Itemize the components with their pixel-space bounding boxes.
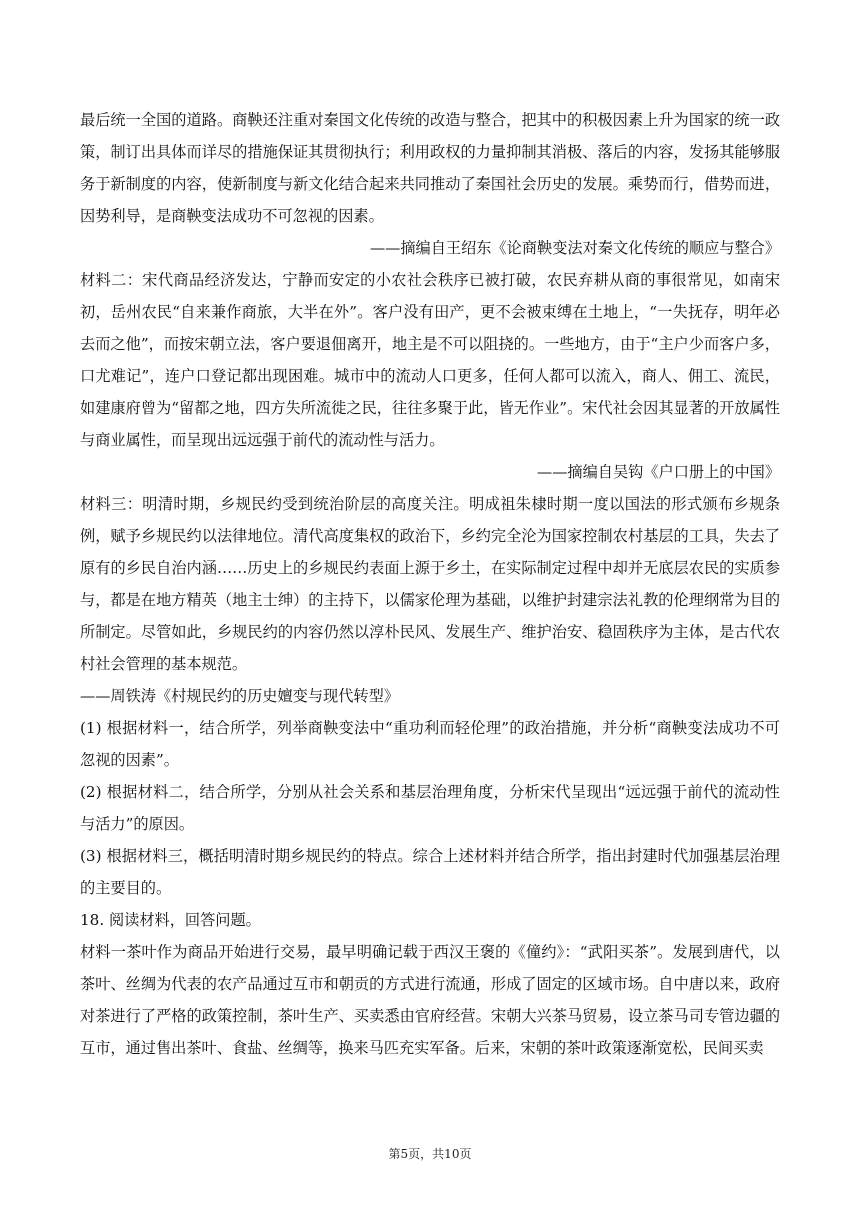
page-content — [80, 104, 780, 1064]
question-2: (2) 根据材料二，结合所学，分别从社会关系和基层治理角度，分析宋代呈现出“远远强于前代的流动性与活力”的原因。 — [80, 783, 780, 833]
question-1: (1) 根据材料一，结合所学，列举商鞅变法中“重功利而轻伦理”的政治措施，并分析“商鞅变法成功不可忽视的因素”。 — [80, 719, 780, 769]
question-3: (3) 根据材料三，概括明清时期乡规民约的特点。综合上述材料并结合所学，指出封建时代加强基层治理的主要目的。 — [80, 847, 780, 897]
material1-source: ——摘编自王绍东《论商鞅变法对秦文化传统的顺应与整合》 — [369, 239, 780, 257]
page-number-footer: 第5页，共10页 — [388, 1147, 472, 1161]
material3-source: ——周铁涛《村规民约的历史嬗变与现代转型》 — [80, 687, 399, 705]
material1-continuation: 最后统一全国的道路。商鞅还注重对秦国文化传统的改造与整合，把其中的积极因素上升为国家的统一政策，制订出具体而详尽的措施保证其贯彻执行；利用政权的力量抑制其消极、落后的内容，发扬其能够服务于新制度的内容，使新制度与新文化结合起来共同推动了秦国社会历史的发展。乘势而行，借势而进，因势利导，是商鞅变法成功不可忽视的因素。 — [80, 111, 780, 225]
material3: 材料三：明清时期，乡规民约受到统治阶层的高度关注。明成祖朱棣时期一度以国法的形式颁布乡规条例，赋予乡规民约以法律地位。清代高度集权的政治下，乡约完全沦为国家控制农村基层的工具，失去了原有的乡民自治内涵……历史上的乡规民约表面上源于乡土，在实际制定过程中却并无底层农民的实质参与，都是在地方精英（地主士绅）的主持下，以儒家伦理为基础，以维护封建宗法礼教的伦理纲常为目的所制定。尽管如此，乡规民约的内容仍然以淳朴民风、发展生产、维护治安、稳固秩序为主体，是古代农村社会管理的基本规范。 — [80, 495, 780, 673]
question-18-material1: 材料一茶叶作为商品开始进行交易，最早明确记载于西汉王褒的《僮约》：“武阳买茶”。发展到唐代，以茶叶、丝绸为代表的农产品通过互市和朝贡的方式进行流通，形成了固定的区域市场。自中唐以来，政府对茶进行了严格的政策控制，茶叶生产、买卖悉由官府经营。宋朝大兴茶马贸易，设立茶马司专管边疆的互市，通过售出茶叶、食盐、丝绸等，换来马匹充实军备。后来，宋朝的茶叶政策逐渐宽松，民间买卖 — [80, 943, 780, 1057]
material2-source: ——摘编自吴钩《户口册上的中国》 — [537, 463, 780, 481]
material2: 材料二：宋代商品经济发达，宁静而安定的小农社会秩序已被打破，农民弃耕从商的事很常见，如南宋初，岳州农民“自来兼作商旅，大半在外”。客户没有田产，更不会被束缚在土地上，“一失抚存，明年必去而之他”，而按宋朝立法，客户要退佃离开，地主是不可以阻挠的。一些地方，由于“主户少而客户多，口尤难记”，连户口登记都出现困难。城市中的流动人口更多，任何人都可以流入，商人、佣工、流民，如建康府曾为“留都之地，四方失所流徙之民，往往多聚于此，皆无作业”。宋代社会因其显著的开放属性与商业属性，而呈现出远远强于前代的流动性与活力。 — [80, 271, 780, 449]
question-18-title: 18. 阅读材料，回答问题。 — [80, 911, 261, 929]
